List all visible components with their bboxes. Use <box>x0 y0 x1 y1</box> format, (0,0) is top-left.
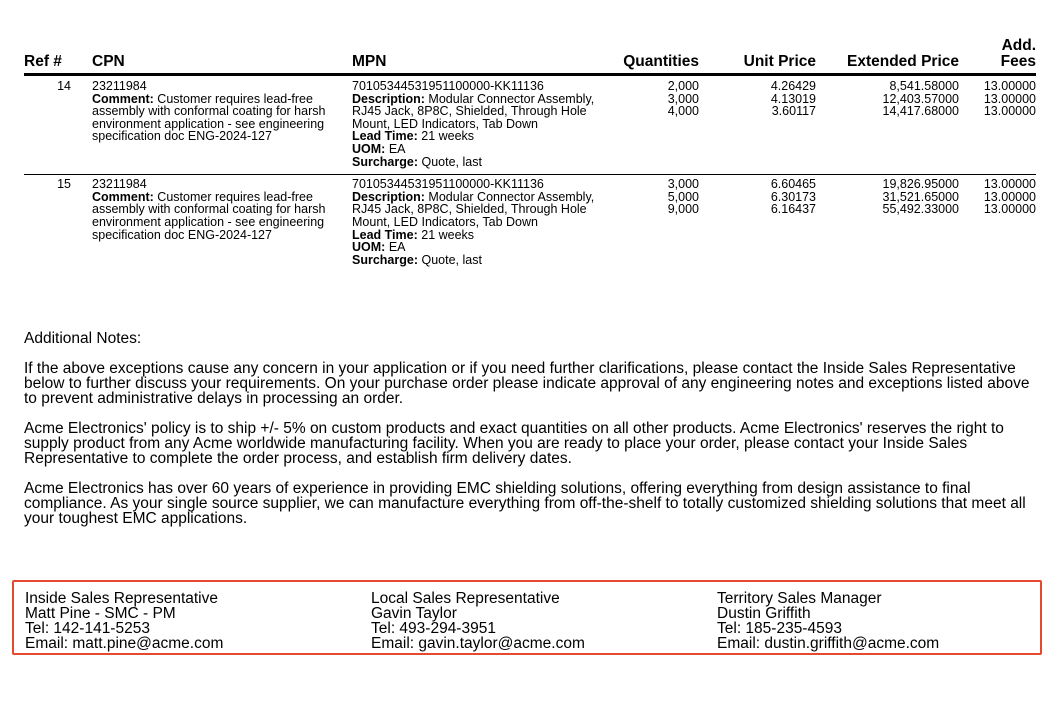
fee-value: 13.00000 <box>983 202 1036 217</box>
header-add-fees-line2: Fees <box>1000 53 1036 70</box>
extended-price-value: 55,492.33000 <box>882 202 959 217</box>
header-extended-price: Extended Price <box>816 38 959 75</box>
row-surcharge <box>352 156 596 169</box>
unit-price-value: 6.60465 <box>770 177 816 192</box>
contact-name: Dustin Griffith <box>717 605 811 622</box>
quantity-value: 9,000 <box>667 202 699 217</box>
row-mpn-cell <box>352 175 600 292</box>
contact-tel: Tel: 185-235-4593 <box>717 620 842 637</box>
quote-line-items-table <box>24 38 1036 291</box>
header-ref: Ref # <box>24 38 92 75</box>
row-comment <box>92 93 344 143</box>
comment-text: Customer requires lead-free assembly with conformal coating for harsh environment application - see engineering specification doc ENG-2024-127 <box>92 91 326 144</box>
row-extended-prices <box>816 75 959 175</box>
extended-price-value: 19,826.95000 <box>882 177 959 192</box>
lead-time-value: 21 weeks <box>421 129 475 144</box>
contact-email[interactable]: Email: gavin.taylor@acme.com <box>371 635 585 652</box>
notes-paragraph: Acme Electronics has over 60 years of experience in providing EMC shielding solutions, offering everything from design assistance to final compliance. As your single source supplier, we can manufacture everything from off-the-shelf to totally customized shielding solutions that meet all your toughest EMC applications. <box>24 480 1026 527</box>
row-fees <box>959 175 1036 292</box>
table-row <box>24 175 1036 292</box>
extended-price-value: 14,417.68000 <box>882 104 959 119</box>
comment-label: Comment: <box>92 91 154 106</box>
table-header-row <box>24 38 1036 75</box>
header-quantities: Quantities <box>600 38 699 75</box>
row-cpn-cell <box>92 175 352 292</box>
quantity-value: 3,000 <box>667 177 699 192</box>
uom-label: UOM: <box>352 240 386 255</box>
contact-email[interactable]: Email: matt.pine@acme.com <box>25 635 224 652</box>
contact-tel: Tel: 142-141-5253 <box>25 620 150 637</box>
row-ref: 14 <box>57 79 71 93</box>
quantity-value: 4,000 <box>667 104 699 119</box>
extended-price-value: 8,541.58000 <box>889 79 959 93</box>
row-mpn: 70105344531951100000-KK11136 <box>352 79 544 93</box>
notes-paragraph: If the above exceptions cause any concern in your application or if you need further clarifications, please contact the Inside Sales Representative below to further discuss your requirements. On your purchase order please indicate approval of any engineering notes and exceptions listed above to prevent administrative delays in processing an order. <box>24 360 1030 407</box>
row-unit-prices <box>699 75 816 175</box>
row-surcharge <box>352 254 596 267</box>
unit-price-value: 4.13019 <box>770 91 816 106</box>
contact-name: Gavin Taylor <box>371 605 457 622</box>
unit-price-value: 6.16437 <box>770 202 816 217</box>
contact-tel: Tel: 493-294-3951 <box>371 620 496 637</box>
contact-name: Matt Pine - SMC - PM <box>25 605 176 622</box>
row-comment <box>92 191 344 241</box>
row-mpn-cell <box>352 75 600 175</box>
description-label: Description: <box>352 91 425 106</box>
additional-notes <box>24 331 1034 541</box>
header-add-fees <box>959 38 1036 75</box>
row-fees <box>959 75 1036 175</box>
unit-price-value: 6.30173 <box>770 189 816 204</box>
notes-paragraph: Acme Electronics' policy is to ship +/- 5% on custom products and exact quantities on all other products. Acme Electronics' reserves the right to supply product from any Acme worldwide manufacturing facility. When you are ready to place your order, please contact your Inside Sales Representative to complete the order process, and establish firm delivery dates. <box>24 420 1004 467</box>
table-row <box>24 75 1036 175</box>
uom-value: EA <box>388 240 406 255</box>
unit-price-value: 4.26429 <box>770 79 816 93</box>
contact-local-sales <box>371 591 585 651</box>
description-text: Modular Connector Assembly, RJ45 Jack, 8P8C, Shielded, Through Hole Mount, LED Indicators, Tab Down <box>352 189 595 229</box>
row-unit-prices <box>699 175 816 292</box>
comment-text: Customer requires lead-free assembly with conformal coating for harsh environment application - see engineering specification doc ENG-2024-127 <box>92 189 326 242</box>
contact-inside-sales <box>25 591 223 651</box>
description-text: Modular Connector Assembly, RJ45 Jack, 8P8C, Shielded, Through Hole Mount, LED Indicators, Tab Down <box>352 91 595 131</box>
row-description <box>352 191 596 229</box>
contact-role: Local Sales Representative <box>371 590 560 607</box>
row-extended-prices <box>816 175 959 292</box>
row-cpn: 23211984 <box>92 79 147 93</box>
uom-value: EA <box>388 141 406 156</box>
lead-time-label: Lead Time: <box>352 129 418 144</box>
row-quantities <box>600 75 699 175</box>
sales-contacts-box <box>12 580 1042 655</box>
header-unit-price: Unit Price <box>699 38 816 75</box>
uom-label: UOM: <box>352 141 386 156</box>
quantity-value: 5,000 <box>667 189 699 204</box>
contact-email[interactable]: Email: dustin.griffith@acme.com <box>717 635 940 652</box>
header-add-fees-line1: Add. <box>1001 37 1036 54</box>
fee-value: 13.00000 <box>983 189 1036 204</box>
fee-value: 13.00000 <box>983 177 1036 192</box>
fee-value: 13.00000 <box>983 91 1036 106</box>
fee-value: 13.00000 <box>983 79 1036 93</box>
row-mpn: 70105344531951100000-KK11136 <box>352 177 544 192</box>
fee-value: 13.00000 <box>983 104 1036 119</box>
surcharge-value: Quote, last <box>421 252 482 267</box>
lead-time-label: Lead Time: <box>352 227 418 242</box>
row-quantities <box>600 175 699 292</box>
quantity-value: 2,000 <box>667 79 699 93</box>
lead-time-value: 21 weeks <box>421 227 475 242</box>
row-cpn: 23211984 <box>92 177 147 192</box>
header-mpn: MPN <box>352 38 600 75</box>
description-label: Description: <box>352 189 425 204</box>
contact-territory-manager <box>717 591 939 651</box>
notes-heading: Additional Notes: <box>24 330 142 347</box>
quantity-value: 3,000 <box>667 91 699 106</box>
unit-price-value: 3.60117 <box>771 104 816 119</box>
row-cpn-cell <box>92 75 352 175</box>
extended-price-value: 12,403.57000 <box>882 91 959 106</box>
surcharge-label: Surcharge: <box>352 252 418 267</box>
header-cpn: CPN <box>92 38 352 75</box>
comment-label: Comment: <box>92 189 154 204</box>
row-description <box>352 93 596 131</box>
row-ref: 15 <box>24 175 92 292</box>
contact-role: Inside Sales Representative <box>25 590 219 607</box>
contact-role: Territory Sales Manager <box>717 590 882 607</box>
surcharge-label: Surcharge: <box>352 154 418 169</box>
extended-price-value: 31,521.65000 <box>882 189 959 204</box>
surcharge-value: Quote, last <box>421 154 482 169</box>
